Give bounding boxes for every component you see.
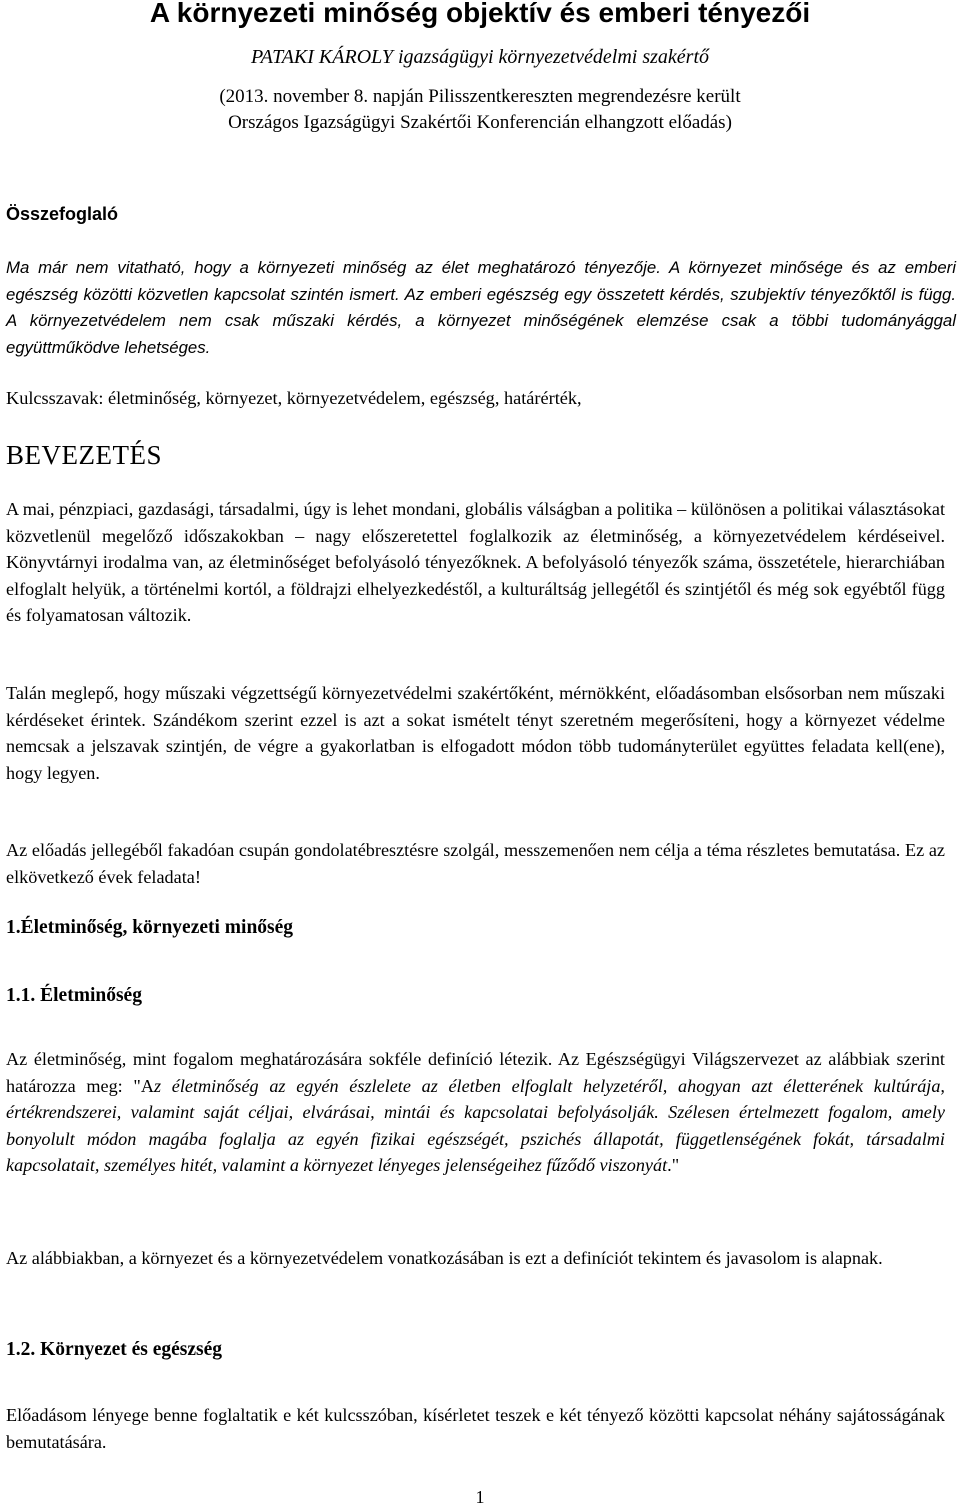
definition-intro: Az életminőség, mint fogalom meghatározására sokféle definíció létezik. Az Egészségügyi Világszervezet az alábbiak szerint határozza meg: "A (6, 1049, 945, 1096)
page-number: 1 (475, 1487, 485, 1507)
intro-paragraph-3: Az előadás jellegéből fakadóan csupán gondolatébresztésre szolgál, messzemenően nem célja a téma részletes bemutatása. Ez az elkövetkező évek feladata! (6, 840, 945, 887)
section-1-1-heading: 1.1. Életminőség (6, 985, 142, 1006)
definition-closing: ." (667, 1155, 680, 1176)
who-definition-quote: z életminőség az egyén észlelete az életben elfoglalt helyzetéről, ahogyan azt életterének kultúrája, értékrendszerei, valamint saját céljai, elvárásai, mintái és kapcsolatai befolyásolják. Szélesen értelmezett fogalom, amely bonyolult módon magába foglalja az egyén fizikai egészségét, pszichés állapotát, függetlenségének fokát, társadalmi kapcsolatait, személyes hitét, valamint a környezet lényeges jelenségeihez fűződő viszonyát (6, 1075, 945, 1176)
section-1-1-paragraph-1 (6, 1046, 945, 1179)
conference-note (0, 84, 960, 136)
section-1-1-paragraph-2: Az alábbiakban, a környezet és a környezetvédelem vonatkozásában is ezt a definíciót tekintem és javasolom is alapnak. (6, 1248, 883, 1268)
intro-paragraph-1: A mai, pénzpiaci, gazdasági, társadalmi, úgy is lehet mondani, globális válságban a politika – különösen a politikai választásokat közvetlenül megelőző időszakokban – nagy előszeretettel foglalkozik az életminőség, a környezetvédelem kérdéseivel. Könyvtárnyi irodalma van, az életminőséget befolyásoló tényezőknek. A befolyásoló tényezők száma, összetétele, hierarchiában elfoglalt helyük, a történelmi kortól, a földrajzi elhelyezkedéstől, a kulturáltság jellegétől és szintjétől és még sok egyébtől függ és folyamatosan változik. (6, 499, 945, 626)
summary-text: Ma már nem vitatható, hogy a környezeti minőség az élet meghatározó tényezője. A környezet minősége és az emberi egészség közötti közvetlen kapcsolat szintén ismert. Az emberi egészség egy összetett kérdés, szubjektív tényezőktől is függ. A környezetvédelem nem csak műszaki kérdés, a környezet minőségének elemzése csak a többi tudományággal együttműködve lehetséges. (6, 258, 956, 358)
document-title: A környezeti minőség objektív és emberi tényezői (149, 0, 811, 28)
conference-note-line-2: Országos Igazságügyi Szakértői Konferencián elhangzott előadás) (228, 112, 732, 133)
section-1-2-paragraph-1: Előadásom lényege benne foglaltatik e két kulcsszóban, kísérletet teszek e két tényező közötti kapcsolat néhány sajátosságának bemutatására. (6, 1405, 945, 1452)
keywords-line: Kulcsszavak: életminőség, környezet, környezetvédelem, egészség, határérték, (6, 388, 582, 408)
summary-heading: Összefoglaló (6, 204, 119, 224)
section-1-2-heading: 1.2. Környezet és egészség (6, 1339, 223, 1360)
conference-note-line-1: (2013. november 8. napján Pilisszentkereszten megrendezésre került (219, 86, 741, 107)
intro-paragraph-2: Talán meglepő, hogy műszaki végzettségű környezetvédelmi szakértőként, mérnökként, előadásomban elsősorban nem műszaki kérdéseket érintek. Szándékom szerint ezzel is azt a sokat ismételt tényt szeretném megerősíteni, hogy a környezet védelme nemcsak a jelszavak szintjén, de végre a gyakorlatban is elfogadott módon több tudományterület együttes feladata kell(ene), hogy legyen. (6, 683, 945, 783)
section-1-heading: 1.Életminőség, környezeti minőség (6, 917, 294, 938)
author-line: PATAKI KÁROLY igazságügyi környezetvédelmi szakértő (250, 46, 710, 68)
intro-heading: BEVEZETÉS (6, 440, 162, 470)
